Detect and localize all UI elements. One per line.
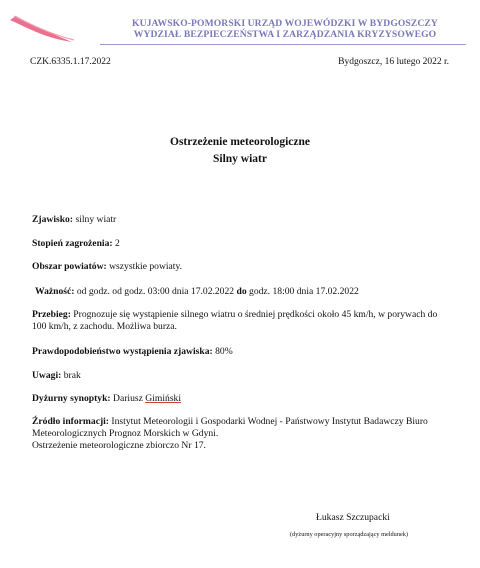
field-zjawisko: [32, 214, 452, 226]
field-prawdopodobienstwo: [32, 346, 452, 358]
field-zrodlo: [32, 416, 452, 452]
letterhead: [100, 18, 470, 40]
letterhead-divider: [100, 44, 466, 45]
title-line-2: Silny wiatr: [213, 153, 267, 165]
field-synoptyk: [32, 393, 452, 405]
field-zrodlo-note: Ostrzeżenie meteorologiczne zbiorczo Nr 17.: [32, 440, 206, 451]
field-waznosc-value-to: do: [236, 286, 247, 297]
field-uwagi-value: brak: [63, 370, 81, 381]
field-synoptyk-label: Dyżurny synoptyk:: [32, 393, 111, 404]
field-obszar-value: wszystkie powiaty.: [109, 261, 183, 272]
field-stopien: [32, 238, 452, 250]
document-place-date: Bydgoszcz, 16 lutego 2022 r.: [338, 57, 449, 67]
field-synoptyk-last-name: Gimiński: [145, 393, 182, 404]
field-stopien-value: 2: [114, 238, 120, 249]
field-synoptyk-first-name: Dariusz: [113, 393, 143, 404]
document-title: [0, 134, 480, 168]
field-przebieg: [32, 309, 452, 333]
field-prawdopodobienstwo-label: Prawdopodobieństwo wystąpienia zjawiska:: [32, 346, 213, 357]
field-uwagi: [32, 370, 452, 382]
field-obszar-label: Obszar powiatów:: [32, 261, 107, 272]
signature-role: (dyżurny operacyjny sporządzający meldunek): [290, 531, 409, 538]
field-stopien-label: Stopień zagrożenia:: [32, 238, 113, 249]
field-uwagi-label: Uwagi:: [32, 370, 62, 381]
field-waznosc-label: Ważność:: [35, 286, 75, 297]
field-zjawisko-value: silny wiatr: [75, 214, 117, 225]
field-waznosc-value-end: godz. 18:00 dnia 17.02.2022: [249, 286, 359, 297]
signature-name: Łukasz Szczupacki: [316, 512, 390, 523]
office-logo-swoosh: [8, 12, 78, 46]
field-przebieg-label: Przebieg:: [32, 309, 71, 320]
field-waznosc: [35, 286, 455, 298]
field-zrodlo-value: Instytut Meteorologii i Gospodarki Wodnej - Państwowy Instytut Badawczy Biuro Meteorologicznych Prognoz Morskich w Gdyni.: [32, 416, 428, 439]
document-reference-number: CZK.6335.1.17.2022: [30, 57, 111, 67]
letterhead-department-name: WYDZIAŁ BEZPIECZEŃSTWA I ZARZĄDZANIA KRYZYSOWEGO: [133, 29, 437, 40]
field-obszar: [32, 261, 452, 273]
field-zrodlo-label: Źródło informacji:: [32, 416, 110, 427]
field-zjawisko-label: Zjawisko:: [32, 214, 74, 225]
field-prawdopodobienstwo-value: 80%: [215, 346, 233, 357]
field-waznosc-value-start: od godz. od godz. 03:00 dnia 17.02.2022: [76, 286, 235, 297]
field-przebieg-value: Prognozuje się wystąpienie silnego wiatru o średniej prędkości około 45 km/h, w porywach do 100 km/h, z zachodu. Możliwa burza.: [32, 309, 438, 332]
title-line-1: Ostrzeżenie meteorologiczne: [170, 136, 310, 148]
letterhead-office-name: KUJAWSKO-POMORSKI URZĄD WOJEWÓDZKI W BYDGOSZCZY: [132, 18, 438, 29]
